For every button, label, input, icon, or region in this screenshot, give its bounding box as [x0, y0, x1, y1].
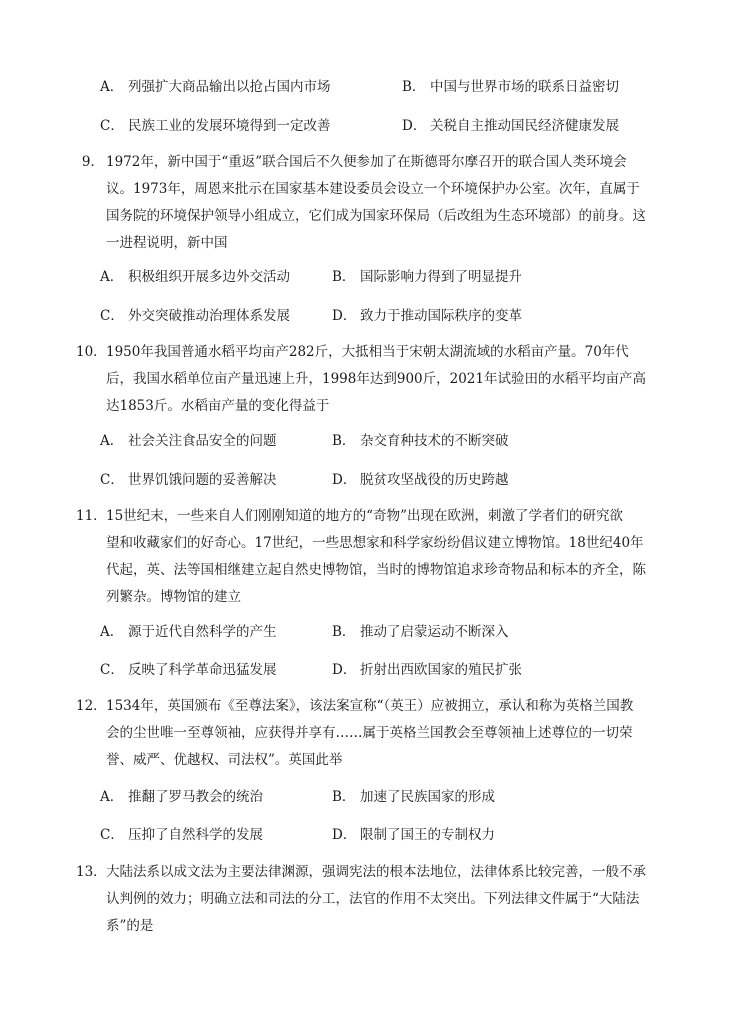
- question-10-line-1: 10．1950年我国普通水稻平均亩产282斤，大抵相当于宋朝太湖流域的水稻亩产量。70年代: [76, 344, 629, 360]
- question-9: [76, 149, 676, 257]
- q11-option-c: C． 反映了科学革命迅猛发展: [100, 662, 277, 678]
- q12-option-c: C． 压抑了自然科学的发展: [100, 827, 263, 843]
- question-13-line-2: 认判例的效力；明确立法和司法的分工，法官的作用不太突出。下列法律文件属于“大陆法: [106, 891, 640, 907]
- q10-option-d: D． 脱贫攻坚战役的历史跨越: [332, 472, 509, 488]
- q8-option-b: B． 中国与世界市场的联系日益密切: [402, 79, 619, 95]
- question-10: [76, 339, 676, 420]
- q12-options-row-2: [100, 824, 700, 846]
- q12-options-row-1: [100, 786, 700, 808]
- q11-option-d: D． 折射出西欧国家的殖民扩张: [332, 662, 522, 678]
- question-10-line-3: 达1853斤。水稻亩产量的变化得益于: [106, 398, 330, 414]
- q8-option-d: D． 关税自主推动国民经济健康发展: [402, 118, 619, 134]
- question-11-line-4: 列繁杂。博物馆的建立: [106, 589, 241, 605]
- q11-option-b: B． 推动了启蒙运动不断深入: [332, 624, 509, 640]
- q9-option-b: B． 国际影响力得到了明显提升: [332, 269, 522, 285]
- q12-option-b: B． 加速了民族国家的形成: [332, 789, 495, 805]
- question-13-line-1: 13．大陆法系以成文法为主要法律渊源，强调宪法的根本法地位，法律体系比较完善，一般不承: [76, 864, 646, 880]
- question-10-line-2: 后，我国水稻单位亩产量迅速上升，1998年达到900斤，2021年试验田的水稻平均亩产高: [106, 371, 646, 387]
- q9-options-row-1: [100, 266, 700, 288]
- question-12: [76, 693, 676, 774]
- question-12-line-3: 誉、威严、优越权、司法权”。英国此举: [106, 752, 343, 768]
- question-12-line-1: 12．1534年，英国颁布《至尊法案》，该法案宣称“（英王）应被拥立，承认和称为英格兰国教: [76, 698, 634, 714]
- question-12-line-2: 会的尘世唯一至尊领袖，应获得并享有……属于英格兰国教会至尊领袖上述尊位的一切荣: [106, 725, 633, 741]
- q9-options-row-2: [100, 305, 700, 327]
- q11-options-row-2: [100, 659, 700, 681]
- question-9-line-4: 一进程说明，新中国: [106, 235, 228, 251]
- q12-option-d: D． 限制了国王的专制权力: [332, 827, 495, 843]
- q11-option-a: A． 源于近代自然科学的产生: [100, 624, 277, 640]
- question-9-line-2: 议。1973年，周恩来批示在国家基本建设委员会设立一个环境保护办公室。次年，直属于: [106, 181, 640, 197]
- q12-option-a: A． 推翻了罗马教会的统治: [100, 789, 263, 805]
- q11-options-row-1: [100, 621, 700, 643]
- q8-option-a: A． 列强扩大商品输出以抢占国内市场: [100, 79, 331, 95]
- q9-option-c: C． 外交突破推动治理体系发展: [100, 308, 290, 324]
- question-9-line-1: 9． 1972年，新中国于“重返”联合国后不久便参加了在斯德哥尔摩召开的联合国人类环境会: [81, 154, 627, 170]
- q10-option-b: B． 杂交育种技术的不断突破: [332, 433, 509, 449]
- question-13: [76, 859, 676, 940]
- question-11-line-1: 11．15世纪末，一些来自人们刚刚知道的地方的“奇物”出现在欧洲，刺激了学者们的研究欲: [76, 508, 623, 524]
- q10-option-a: A． 社会关注食品安全的问题: [100, 433, 277, 449]
- q9-option-d: D． 致力于推动国际秩序的变革: [332, 308, 522, 324]
- question-11-line-3: 代起，英、法等国相继建立起自然史博物馆，当时的博物馆追求珍奇物品和标本的齐全，陈: [106, 562, 646, 578]
- question-11-line-2: 望和收藏家们的好奇心。17世纪，一些思想家和科学家纷纷倡议建立博物馆。18世纪40年: [106, 535, 644, 551]
- q10-options-row-1: [100, 430, 700, 452]
- question-9-line-3: 国务院的环境保护领导小组成立，它们成为国家环保局（后改组为生态环境部）的前身。这: [106, 208, 646, 224]
- q8-options-row-2: [100, 115, 700, 137]
- question-11: [76, 503, 676, 611]
- q8-options-row-1: [100, 76, 700, 98]
- q10-options-row-2: [100, 469, 700, 491]
- q8-option-c: C． 民族工业的发展环境得到一定改善: [100, 118, 331, 134]
- q9-option-a: A． 积极组织开展多边外交活动: [100, 269, 290, 285]
- q10-option-c: C． 世界饥饿问题的妥善解决: [100, 472, 277, 488]
- question-13-line-3: 系”的是: [106, 918, 154, 934]
